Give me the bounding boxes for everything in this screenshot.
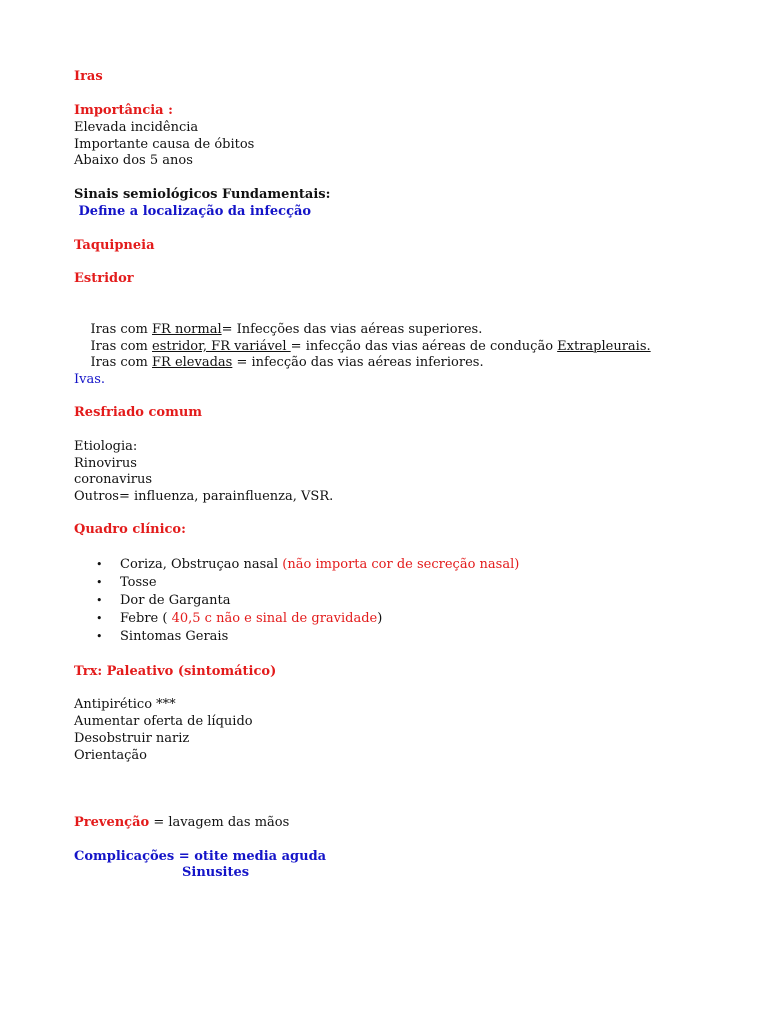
prevencao-label: Prevenção <box>74 815 150 830</box>
trx-heading: Trx: Paleativo (sintomático) <box>74 664 277 679</box>
taquipneia-heading: Taquipneia <box>74 238 155 253</box>
bullet-icon: • <box>96 576 103 589</box>
iras-line-text: = infecção das vias aéreas de condução <box>290 338 558 354</box>
bullet-icon: • <box>96 630 103 643</box>
resfriado-line: Etiologia: <box>74 439 138 454</box>
bullet-icon: • <box>96 558 103 571</box>
iras-line-prefix: Iras com <box>90 321 153 337</box>
iras-line-underlined: FR elevadas <box>152 354 233 370</box>
quadro-item <box>120 557 519 574</box>
quadro-item-tail: ) <box>377 611 383 626</box>
prevencao-text: = lavagem das mãos <box>149 815 290 830</box>
quadro-item-note: (não importa cor de secreção nasal) <box>282 557 520 572</box>
doc-title: Iras <box>74 69 103 84</box>
quadro-item-text: Febre ( <box>120 611 172 626</box>
quadro-item: Dor de Garganta <box>120 593 231 608</box>
quadro-item-text: Coriza, Obstruçao nasal <box>120 557 283 572</box>
iras-line-prefix: Iras com <box>90 354 153 370</box>
quadro-item-note: 40,5 c não e sinal de gravidade <box>171 611 378 626</box>
trx-line: Orientação <box>74 748 147 763</box>
quadro-heading: Quadro clínico: <box>74 522 186 537</box>
iras-line-prefix: Iras com <box>90 338 153 354</box>
estridor-heading: Estridor <box>74 271 134 286</box>
quadro-item: Tosse <box>120 575 157 590</box>
quadro-item: Sintomas Gerais <box>120 629 229 644</box>
trx-line: Desobstruir nariz <box>74 731 190 746</box>
trx-line: Antipirético *** <box>74 697 176 712</box>
resfriado-line: Outros= influenza, parainfluenza, VSR. <box>74 489 334 504</box>
complicacoes-line: Complicações = otite media aguda <box>74 849 327 864</box>
iras-line-underlined: estridor, FR variável <box>152 338 291 354</box>
importancia-item: Importante causa de óbitos <box>74 137 255 152</box>
iras-line <box>74 338 484 388</box>
resfriado-line: Rinovirus <box>74 456 137 471</box>
iras-line-text: = Infecções das vias aéreas superiores. <box>221 321 483 337</box>
ivas-label: Ivas. <box>74 372 106 387</box>
bullet-icon: • <box>96 612 103 625</box>
importancia-item: Abaixo dos 5 anos <box>74 153 193 168</box>
trx-line: Aumentar oferta de líquido <box>74 714 253 729</box>
resfriado-line: coronavirus <box>74 472 153 487</box>
complicacoes-sinusites: Sinusites <box>182 865 250 880</box>
importancia-item: Elevada incidência <box>74 120 199 135</box>
sinais-subheading: Define a localização da infecção <box>74 204 312 219</box>
bullet-icon: • <box>96 594 103 607</box>
iras-line-underlined: FR normal <box>152 321 222 337</box>
iras-line-underlined-tail: Extrapleurais. <box>557 338 651 354</box>
iras-line-text: = infecção das vias aéreas inferiores. <box>232 354 484 370</box>
prevencao-line <box>74 815 289 832</box>
importancia-heading: Importância : <box>74 103 173 118</box>
quadro-item <box>120 611 382 628</box>
sinais-heading: Sinais semiológicos Fundamentais: <box>74 187 331 202</box>
resfriado-heading: Resfriado comum <box>74 405 203 420</box>
